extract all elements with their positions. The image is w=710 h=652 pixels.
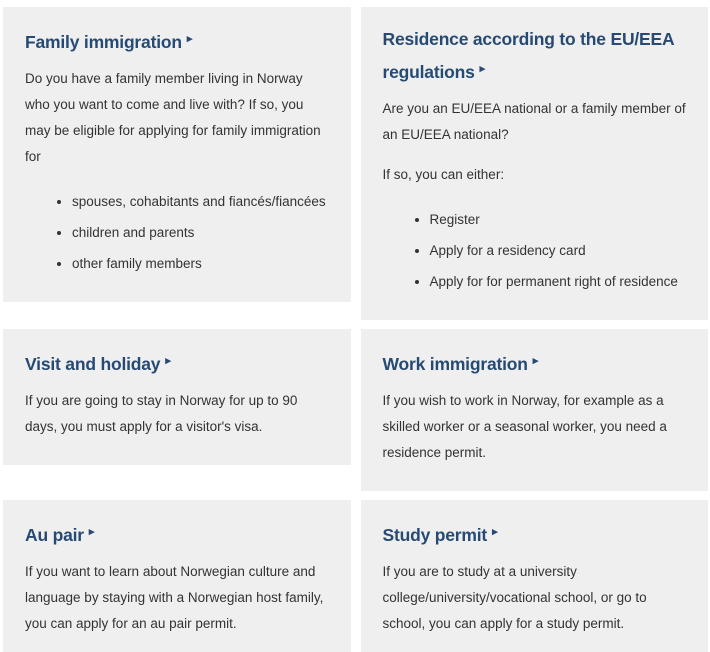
- card-title-link-study-permit[interactable]: [383, 525, 498, 545]
- card-title-link-family-immigration[interactable]: [25, 32, 192, 52]
- card-bullet-list: [25, 189, 331, 277]
- card-title: [25, 346, 331, 379]
- chevron-right-icon: ▸: [492, 526, 498, 538]
- card-paragraph: If you wish to work in Norway, for example as a skilled worker or a seasonal worker, you need a residence permit.: [382, 393, 667, 460]
- chevron-right-icon: ▸: [165, 355, 171, 367]
- card-title: [25, 24, 331, 57]
- card-visit-and-holiday: [3, 329, 351, 465]
- list-item: • Apply for a residency card: [430, 238, 689, 264]
- chevron-right-icon: ▸: [186, 33, 193, 45]
- card-work-immigration: [361, 329, 709, 491]
- card-paragraph: Are you an EU/EEA national or a family member of an EU/EEA national?: [382, 101, 686, 142]
- card-paragraph: If so, you can either:: [382, 167, 505, 182]
- card-title: [25, 517, 331, 550]
- card-study-permit: [361, 500, 709, 652]
- card-paragraph: If you are to study at a university college/university/vocational school, or go to school, you can apply for a study permit.: [382, 564, 647, 631]
- chevron-right-icon: ▸: [532, 355, 539, 367]
- card-title-link-au-pair[interactable]: [25, 525, 94, 545]
- card-bullet-list: [383, 207, 689, 295]
- card-title-link-visit-and-holiday[interactable]: [25, 354, 171, 374]
- card-paragraph: If you are going to stay in Norway for up to 90 days, you must apply for a visitor's visa.: [25, 393, 298, 434]
- chevron-right-icon: ▸: [479, 63, 485, 75]
- list-item: • children and parents: [72, 220, 331, 246]
- card-family-immigration: [3, 7, 351, 302]
- card-au-pair: [3, 500, 351, 652]
- card-paragraph: If you want to learn about Norwegian culture and language by staying with a Norwegian host family, you can apply for an au pair permit.: [25, 564, 324, 631]
- card-eu-eea-residence: [361, 7, 709, 320]
- list-item: • other family members: [72, 251, 331, 277]
- card-title: [383, 24, 689, 87]
- list-item: • Register: [430, 207, 689, 233]
- card-paragraph: Do you have a family member living in Norway who you want to come and live with? If so, you may be eligible for applying for family immigration for: [25, 71, 321, 164]
- card-title-text: Au pair: [25, 525, 84, 545]
- card-title-link-eu-eea-residence[interactable]: [383, 29, 674, 82]
- card-title-link-work-immigration[interactable]: [383, 354, 539, 374]
- card-title-text: Family immigration: [25, 32, 182, 52]
- card-title-text: Residence according to the EU/EEA regulations: [382, 29, 674, 82]
- chevron-right-icon: ▸: [88, 526, 95, 538]
- card-title: [383, 346, 689, 379]
- card-title-text: Study permit: [382, 525, 488, 545]
- card-title-text: Work immigration: [382, 354, 528, 374]
- card-title-text: Visit and holiday: [25, 354, 161, 374]
- card-title: [383, 517, 689, 550]
- list-item: • spouses, cohabitants and fiancés/fiancées: [72, 189, 331, 215]
- list-item: • Apply for for permanent right of residence: [430, 269, 689, 295]
